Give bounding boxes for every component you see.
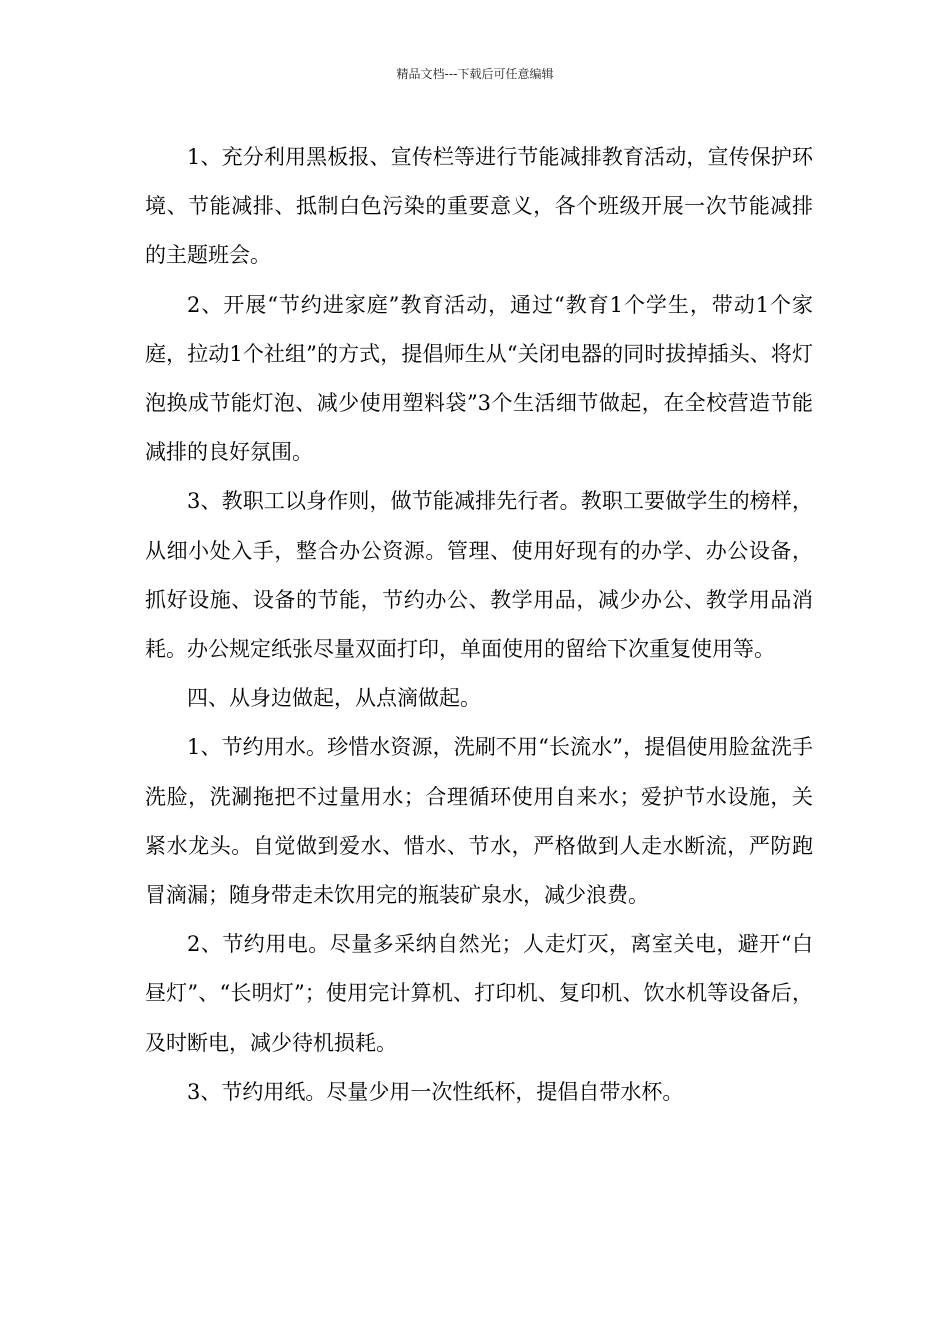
page-header: 精品文档---下载后可任意编辑 [396, 67, 554, 81]
paragraph-item-3: 3、教职工以身作则，做节能减排先行者。教职工要做学生的榜样，从细小处入手，整合办公资源。管理、使用好现有的办学、办公设备，抓好设施、设备的节能，节约办公、教学用品，减少办公、教学用品消耗。办公规定纸张尽量双面打印，单面使用的留给下次重复使用等。 [145, 489, 813, 662]
paragraph-item-2: 2、开展“节约进家庭”教育活动，通过“教育1个学生，带动1个家庭，拉动1个社组”的方式，提倡师生从“关闭电器的同时拔掉插头、将灯泡换成节能灯泡、减少使用塑料袋”3个生活细节做起，在全校营造节能减排的良好氛围。 [145, 292, 813, 465]
document-body [145, 133, 813, 1117]
paragraph-paper: 3、节约用纸。尽量少用一次性纸杯，提倡自带水杯。 [187, 1079, 684, 1104]
paragraph-water: 1、节约用水。珍惜水资源，洗刷不用“长流水”，提倡使用脸盆洗手洗脸，洗涮拖把不过量用水；合理循环使用自来水；爱护节水设施，关紧水龙头。自觉做到爱水、惜水、节水，严格做到人走水断流，严防跑冒滴漏；随身带走未饮用完的瓶装矿泉水，减少浪费。 [145, 735, 813, 908]
paragraph-item-1: 1、充分利用黑板报、宣传栏等进行节能减排教育活动，宣传保护环境、节能减排、抵制白色污染的重要意义，各个班级开展一次节能减排的主题班会。 [145, 145, 813, 268]
section-heading-4: 四、从身边做起，从点滴做起。 [187, 686, 481, 711]
paragraph-electricity: 2、节约用电。尽量多采纳自然光；人走灯灭，离室关电，避开“白昼灯”、“长明灯”；使用完计算机、打印机、复印机、饮水机等设备后，及时断电，减少待机损耗。 [145, 932, 813, 1055]
